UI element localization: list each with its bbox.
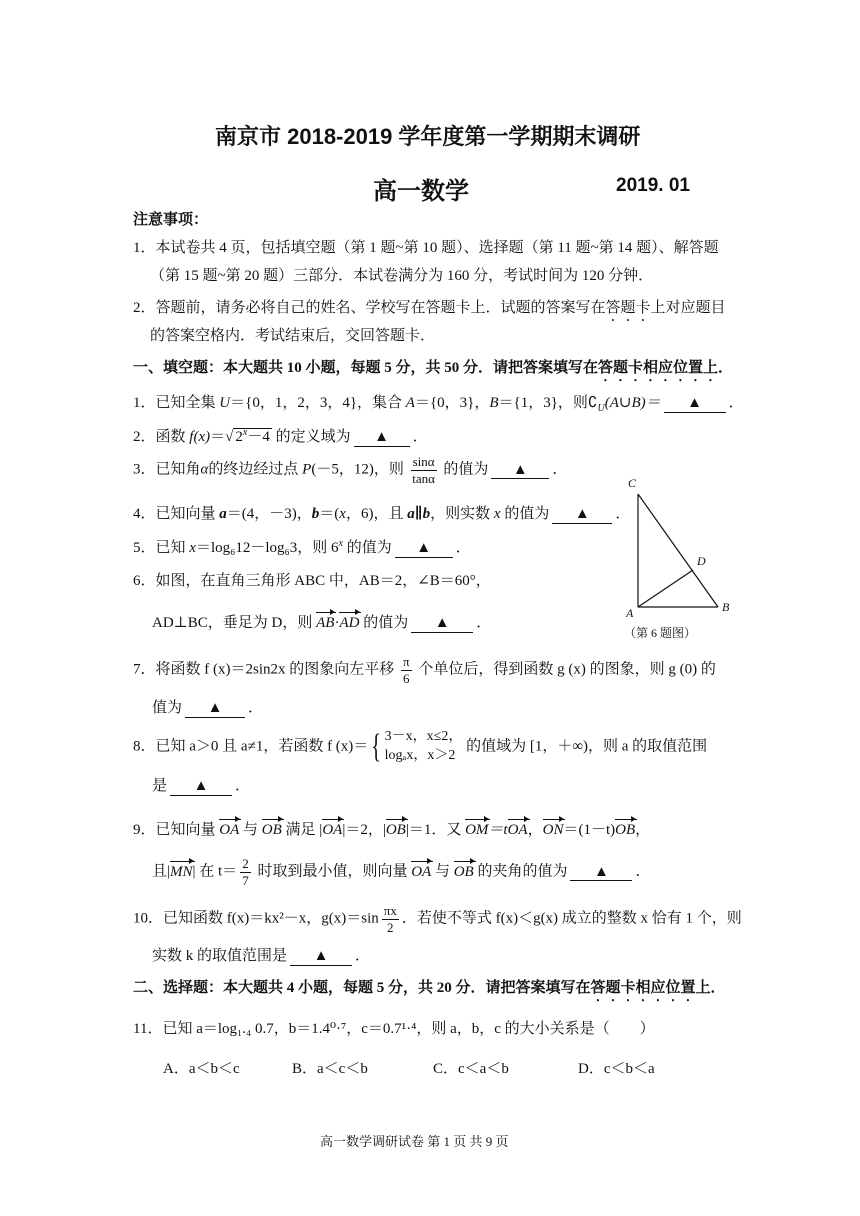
q5-text-a: 已知 [155,540,190,556]
q2-radicand-rest: －4 [247,429,270,445]
section-2-text-a: 二、选择题：本大题共 4 小题，每题 5 分，共 20 分．请把答案填写在 [133,980,591,996]
q1-text: 已知全集 [155,395,220,411]
answer-blank-1[interactable]: ▲ [664,395,726,413]
answer-blank-5[interactable]: ▲ [395,540,453,558]
q3-point: (－5，12)，则 [311,461,408,478]
section-1-emphasis: 答题卡相应位置上 [598,360,719,376]
q9-line-2-e: 的夹角的值为 [473,863,568,880]
q4-parallel: a∥b [407,506,431,522]
q9-line-2-b: | 在 t＝ [192,863,238,880]
question-2: 2．函数 f(x)＝√ $2^x-4$ 的定义域为 ▲ ． [133,427,428,445]
q7-frac-num: π [403,654,410,669]
q5-number: 5． [133,540,156,556]
q1-subscript: U [597,403,605,414]
q1-number: 1． [133,395,156,411]
q3-frac-den: tanα [412,470,435,486]
q11-number: 11． [133,1021,163,1037]
q9-fraction [240,856,251,888]
label-c: C [628,476,637,490]
q9-vector-ob-4: OB [453,863,474,880]
q2-text-a: 函数 [155,429,190,445]
q7-line-2: 值为 [152,700,183,716]
q2-radicand-exp: x [242,427,248,438]
note-2-emphasis: 答题卡 [605,300,651,316]
q10-text-b: ．若使不等式 f(x)＜g(x) 成立的整数 x 恰有 1 个，则 [401,910,742,927]
q3-text-a: 已知角 [155,461,201,478]
q5-text-b: 的值为 [342,540,392,556]
q4-text-a: 已知向量 [155,506,220,522]
q3-fraction [411,454,437,486]
q7-frac-den: 6 [403,670,410,686]
q8-number: 8． [133,738,156,755]
section-2-heading [133,976,726,1005]
page-footer: 高一数学调研试卷 第 1 页 共 9 页 [320,1134,509,1149]
q9-vector-ob: OB [261,822,282,838]
question-6-line-2: AD⊥BC，垂足为 D，则 AB·AD 的值为 ▲ ． [152,615,492,631]
q5-exponent: x [338,538,343,549]
q3-frac-num: sinα [412,454,435,469]
answer-blank-10[interactable]: ▲ [290,948,352,966]
q9-line-2-a: 且| [152,863,171,880]
q9-with: 与 [239,822,262,838]
q9-text-c: |＝2，| [342,822,386,838]
question-9-line-2: 且|MN| 在 t＝ $\frac{2}{7}$ 时取到最小值，则向量 OA 与 OB 的夹角的值为 ▲ ． [152,856,651,888]
altitude-ad [638,570,693,607]
q4-number: 4． [133,506,156,522]
q9-frac-den: 7 [242,872,249,888]
q4-text-c: 的值为 [500,506,550,522]
q11-option-c[interactable]: C．c＜a＜b [433,1061,509,1077]
q2-text-b: 的定义域为 [271,429,351,445]
q9-line-2-c: 时取到最小值，则向量 [253,863,412,880]
q9-vector-mn: MN [170,863,193,880]
q3-point-name: P [302,461,312,478]
label-b: B [722,600,730,614]
answer-blank-2[interactable]: ▲ [354,429,410,447]
note-2-text-a: 2．答题前，请务必将自己的姓名、学校写在答题卡上．试题的答案写在 [133,300,606,316]
section-1-heading [133,356,733,385]
figure-caption: （第 6 题图） [624,626,697,640]
q4-text-b: ，则实数 [430,506,494,522]
question-9 [133,818,650,839]
note-1-line-2: （第 15 题~第 20 题）三部分．本试卷满分为 160 分，考试时间为 120 分钟． [150,268,654,284]
q11-option-d[interactable]: D．c＜b＜a [578,1061,655,1077]
brace-icon: { [371,727,382,765]
question-8-line-2: 是 ▲ ． [152,778,251,794]
q10-frac-num: πx [383,903,397,918]
q5-x: x [189,540,196,556]
question-7-line-2: 值为 ▲ ． [152,700,264,716]
question-3: 3．已知角α的终边经过点 P(－5，12)，则 $\frac{\sin\alpha}{\tan\alpha}$ 的值为 ▲ ． [133,454,568,486]
q8-cases [385,728,463,766]
q8-case-2: logₐx，x＞2 [384,747,456,763]
note-1-line-1: 1．本试卷共 4 页，包括填空题（第 1 题~第 10 题）、选择题（第 11 题~第 14 题）、解答题 [133,240,719,256]
q6-line-2-text: AD⊥BC，垂足为 D，则 [152,615,317,631]
side-cb [638,494,718,607]
q10-fraction [382,903,399,935]
q9-vector-oa-3: OA [507,822,528,838]
q9-text-a: 已知向量 [155,822,220,838]
q9-vector-ob-3: OB [615,822,636,838]
q6-line-2-text-b: 的值为 [359,615,409,631]
label-a: A [626,606,634,620]
label-d: D [697,554,706,568]
question-1: 1．已知全集 U＝{0，1，2，3，4}，集合 A＝{0，3}，B＝{1，3}，则$∁_U(A\cup B)=$ ▲ ． [133,395,744,414]
q10-number: 10． [133,910,164,927]
question-5: 5．已知 x＝log₆12－log₆3，则 6$^x$ 的值为 ▲ ． [133,538,471,556]
note-2-text-b: 上对应题目 [650,300,726,316]
exam-title: 南京市 2018-2019 学年度第一学期期末调研 [215,124,641,149]
q7-text-a: 将函数 f (x)＝2sin2x 的图象向左平移 [155,661,399,678]
notes-heading: 注意事项： [133,212,209,228]
q9-vector-on: ON [542,822,564,838]
q1-set-b: ＝{1，3}，则∁ [498,395,598,411]
section-2-text-b: 上． [695,980,726,996]
note-2-line-2: 的答案空格内．考试结束后，交回答题卡． [150,328,436,344]
q8-text-a: 已知 a＞0 且 a≠1，若函数 f (x)＝ [155,738,369,755]
question-10-line-2: 实数 k 的取值范围是 ▲ ． [152,948,371,964]
q9-vector-oa-4: OA [411,863,432,880]
q9-text-f: ， [635,822,651,838]
q9-eq-t: ＝t [488,822,508,838]
q9-vector-oa-2: OA [322,822,343,838]
q1-set-u: ＝{0，1，2，3，4}，集合 [230,395,406,411]
question-7 [133,654,716,686]
q1-expression: (A∪B)＝ [604,395,661,411]
exam-date: 2019. 01 [616,175,690,196]
q2-number: 2． [133,429,156,445]
q1-var-u: U [219,395,231,411]
answer-blank-3[interactable]: ▲ [491,462,549,480]
q8-text-b: 的值域为 [1，＋∞)，则 a 的取值范围 [462,738,708,755]
q9-vector-om: OM [465,822,489,838]
q1-set-a: ＝{0，3}， [414,395,490,411]
question-6-line-1 [133,569,491,590]
q3-alpha: α [200,461,209,478]
q3-text-c: 的值为 [439,461,489,478]
q6-line-1: 如图，在直角三角形 ABC 中，AB＝2，∠B＝60°， [155,573,491,589]
sqrt-icon: √ [225,429,234,445]
section-1-text-b: ． [718,360,734,376]
q2-radicand-base: 2 [235,429,243,445]
q3-number: 3． [133,461,156,478]
q5-expression: ＝log₆12－log₆3，则 6 [195,540,339,556]
q1-var-b: B [489,395,499,411]
q11-option-a[interactable]: A．a＜b＜c [163,1061,240,1077]
q6-vector-ab: AB [316,615,335,631]
q3-text-b: 的终边经过点 [208,461,303,478]
q6-vector-ad: AD [339,615,360,631]
q7-fraction [401,654,412,686]
question-10 [133,903,742,935]
q9-number: 9． [133,822,156,838]
q4-a-value: ＝(4，－3)， [226,506,312,522]
q9-vector-oa: OA [219,822,240,838]
q2-equals: ＝ [210,429,226,445]
answer-blank-9[interactable]: ▲ [570,864,632,882]
q11-option-b[interactable]: B．a＜c＜b [292,1061,368,1077]
section-2-emphasis: 答题卡相应位置 [590,980,696,996]
answer-blank-6[interactable]: ▲ [411,615,473,633]
q10-line-2: 实数 k 的取值范围是 [152,948,288,964]
q4-b-value: ＝( [319,506,340,522]
q9-frac-num: 2 [242,856,249,871]
q9-eq-1t: ＝(1－t) [563,822,616,838]
q9-vector-ob-2: OB [385,822,406,838]
q4-vector-a: a [219,506,227,522]
q9-line-2-d: 与 [431,863,454,880]
q11-text: 已知 a＝log₁.₄ 0.7，b＝1.4⁰·⁷，c＝0.7¹·⁴，则 a，b，c 的大小关系是（ ） [162,1021,655,1037]
q9-text-b: 满足 | [281,822,323,838]
q10-text-a: 已知函数 f(x)＝kx²－x，g(x)＝sin [163,910,379,927]
q7-text-b: 个单位后，得到函数 g (x) 的图象，则 g (0) 的 [414,661,716,678]
question-11 [133,1017,655,1038]
q9-text-e: ， [527,822,543,838]
section-1-text-a: 一、填空题：本大题共 10 小题，每题 5 分，共 50 分．请把答案填写在 [133,360,599,376]
q10-frac-den: 2 [387,919,394,935]
q4-vector-b: b [311,506,320,522]
q2-function: f(x) [189,429,211,445]
answer-blank-4[interactable]: ▲ [552,506,612,524]
answer-blank-8[interactable]: ▲ [170,778,232,796]
q4-x-2: x [493,506,501,522]
question-4: 4．已知向量 a＝(4，－3)，b＝(x，6)，且 a∥b，则实数 x 的值为 ▲ ． [133,506,631,522]
q4-x: x [339,506,346,522]
triangle-figure [620,476,740,646]
q4-b-value-2: ，6)，且 [345,506,408,522]
q9-text-d: |＝1．又 [405,822,466,838]
question-8 [133,728,707,766]
answer-blank-7[interactable]: ▲ [185,700,245,718]
note-2-line-1 [133,296,726,325]
q8-case-1: 3－x，x≤2， [384,729,463,744]
q8-line-2: 是 [152,778,168,794]
q7-number: 7． [133,661,156,678]
q1-var-a: A [405,395,415,411]
q6-number: 6． [133,573,156,589]
exam-subject: 高一数学 [373,178,469,205]
q6-dot: · [334,615,340,631]
